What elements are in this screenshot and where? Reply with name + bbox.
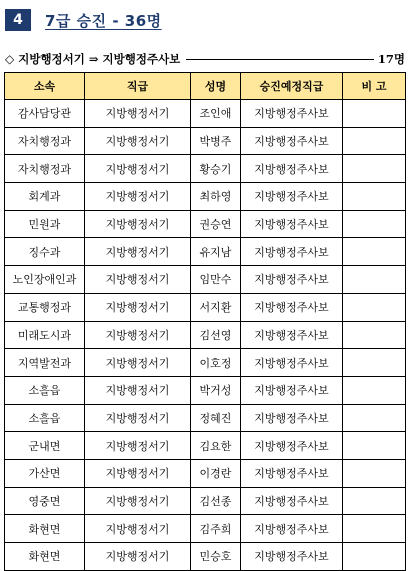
- cell-planned-grade: 지방행정주사보: [241, 432, 343, 460]
- cell-planned-grade: 지방행정주사보: [241, 459, 343, 487]
- cell-remarks: [343, 238, 406, 266]
- cell-department: 감사담당관: [5, 100, 85, 128]
- table-row: [5, 349, 406, 377]
- cell-name: 서지환: [191, 293, 241, 321]
- table-body: [5, 100, 406, 571]
- cell-planned-grade: 지방행정주사보: [241, 266, 343, 294]
- table-row: [5, 515, 406, 543]
- cell-remarks: [343, 404, 406, 432]
- cell-grade: 지방행정서기: [85, 127, 191, 155]
- cell-name: 김요한: [191, 432, 241, 460]
- table-header-row: [5, 73, 406, 100]
- cell-remarks: [343, 432, 406, 460]
- cell-name: 김선영: [191, 321, 241, 349]
- column-header-planned-grade: 승진예정직급: [241, 73, 343, 100]
- diamond-icon: ◇: [5, 52, 15, 66]
- cell-planned-grade: 지방행정주사보: [241, 349, 343, 377]
- table-row: [5, 293, 406, 321]
- cell-planned-grade: 지방행정주사보: [241, 376, 343, 404]
- cell-planned-grade: 지방행정주사보: [241, 487, 343, 515]
- cell-department: 미래도시과: [5, 321, 85, 349]
- cell-remarks: [343, 515, 406, 543]
- cell-department: 민원과: [5, 210, 85, 238]
- cell-department: 자치행정과: [5, 127, 85, 155]
- column-header-name: 성명: [191, 73, 241, 100]
- promotion-count: 17명: [377, 52, 405, 66]
- table-row: [5, 238, 406, 266]
- cell-remarks: [343, 349, 406, 377]
- cell-department: 소흘읍: [5, 404, 85, 432]
- table-row: [5, 404, 406, 432]
- cell-remarks: [343, 543, 406, 571]
- cell-remarks: [343, 210, 406, 238]
- cell-grade: 지방행정서기: [85, 183, 191, 211]
- cell-remarks: [343, 183, 406, 211]
- cell-remarks: [343, 127, 406, 155]
- cell-planned-grade: 지방행정주사보: [241, 515, 343, 543]
- cell-name: 조인애: [191, 100, 241, 128]
- cell-department: 교통행정과: [5, 293, 85, 321]
- section-header: [5, 8, 162, 32]
- cell-name: 유지남: [191, 238, 241, 266]
- cell-remarks: [343, 293, 406, 321]
- cell-grade: 지방행정서기: [85, 100, 191, 128]
- table-row: [5, 266, 406, 294]
- section-number-badge: 4: [5, 9, 31, 31]
- divider-line: [186, 59, 374, 60]
- cell-department: 군내면: [5, 432, 85, 460]
- cell-grade: 지방행정서기: [85, 515, 191, 543]
- cell-planned-grade: 지방행정주사보: [241, 293, 343, 321]
- column-header-department: 소속: [5, 73, 85, 100]
- section-title: 7급 승진 - 36명: [45, 11, 162, 30]
- cell-planned-grade: 지방행정주사보: [241, 543, 343, 571]
- promotion-route-line: [5, 50, 405, 68]
- table-row: [5, 459, 406, 487]
- cell-planned-grade: 지방행정주사보: [241, 321, 343, 349]
- cell-name: 임만수: [191, 266, 241, 294]
- table-row: [5, 321, 406, 349]
- cell-grade: 지방행정서기: [85, 487, 191, 515]
- cell-planned-grade: 지방행정주사보: [241, 238, 343, 266]
- cell-planned-grade: 지방행정주사보: [241, 210, 343, 238]
- cell-remarks: [343, 376, 406, 404]
- cell-name: 최하영: [191, 183, 241, 211]
- table-row: [5, 155, 406, 183]
- cell-name: 정혜진: [191, 404, 241, 432]
- cell-name: 김선종: [191, 487, 241, 515]
- cell-grade: 지방행정서기: [85, 155, 191, 183]
- cell-department: 징수과: [5, 238, 85, 266]
- cell-grade: 지방행정서기: [85, 266, 191, 294]
- cell-name: 권승연: [191, 210, 241, 238]
- table-row: [5, 432, 406, 460]
- promotion-route: 지방행정서기 ⇒ 지방행정주사보: [18, 52, 181, 66]
- cell-name: 김주희: [191, 515, 241, 543]
- table-row: [5, 210, 406, 238]
- cell-name: 황승기: [191, 155, 241, 183]
- cell-name: 박병주: [191, 127, 241, 155]
- table-row: [5, 376, 406, 404]
- cell-grade: 지방행정서기: [85, 459, 191, 487]
- cell-department: 자치행정과: [5, 155, 85, 183]
- table-row: [5, 543, 406, 571]
- cell-planned-grade: 지방행정주사보: [241, 183, 343, 211]
- cell-remarks: [343, 487, 406, 515]
- table-row: [5, 487, 406, 515]
- table-row: [5, 183, 406, 211]
- cell-name: 이경란: [191, 459, 241, 487]
- cell-department: 지역발전과: [5, 349, 85, 377]
- cell-remarks: [343, 459, 406, 487]
- cell-name: 박거성: [191, 376, 241, 404]
- cell-department: 회계과: [5, 183, 85, 211]
- cell-remarks: [343, 100, 406, 128]
- table-row: [5, 127, 406, 155]
- cell-department: 소흘읍: [5, 376, 85, 404]
- promotion-table: [4, 72, 406, 571]
- cell-planned-grade: 지방행정주사보: [241, 155, 343, 183]
- cell-grade: 지방행정서기: [85, 238, 191, 266]
- cell-grade: 지방행정서기: [85, 376, 191, 404]
- cell-remarks: [343, 266, 406, 294]
- cell-planned-grade: 지방행정주사보: [241, 404, 343, 432]
- cell-grade: 지방행정서기: [85, 432, 191, 460]
- cell-department: 화현면: [5, 515, 85, 543]
- cell-grade: 지방행정서기: [85, 404, 191, 432]
- column-header-remarks: 비 고: [343, 73, 406, 100]
- table-row: [5, 100, 406, 128]
- cell-grade: 지방행정서기: [85, 543, 191, 571]
- cell-department: 가산면: [5, 459, 85, 487]
- cell-grade: 지방행정서기: [85, 293, 191, 321]
- cell-grade: 지방행정서기: [85, 210, 191, 238]
- cell-planned-grade: 지방행정주사보: [241, 100, 343, 128]
- cell-name: 이호정: [191, 349, 241, 377]
- column-header-grade: 직급: [85, 73, 191, 100]
- cell-department: 영중면: [5, 487, 85, 515]
- cell-planned-grade: 지방행정주사보: [241, 127, 343, 155]
- cell-grade: 지방행정서기: [85, 349, 191, 377]
- cell-remarks: [343, 321, 406, 349]
- cell-department: 노인장애인과: [5, 266, 85, 294]
- cell-remarks: [343, 155, 406, 183]
- cell-name: 민승호: [191, 543, 241, 571]
- cell-grade: 지방행정서기: [85, 321, 191, 349]
- cell-department: 화현면: [5, 543, 85, 571]
